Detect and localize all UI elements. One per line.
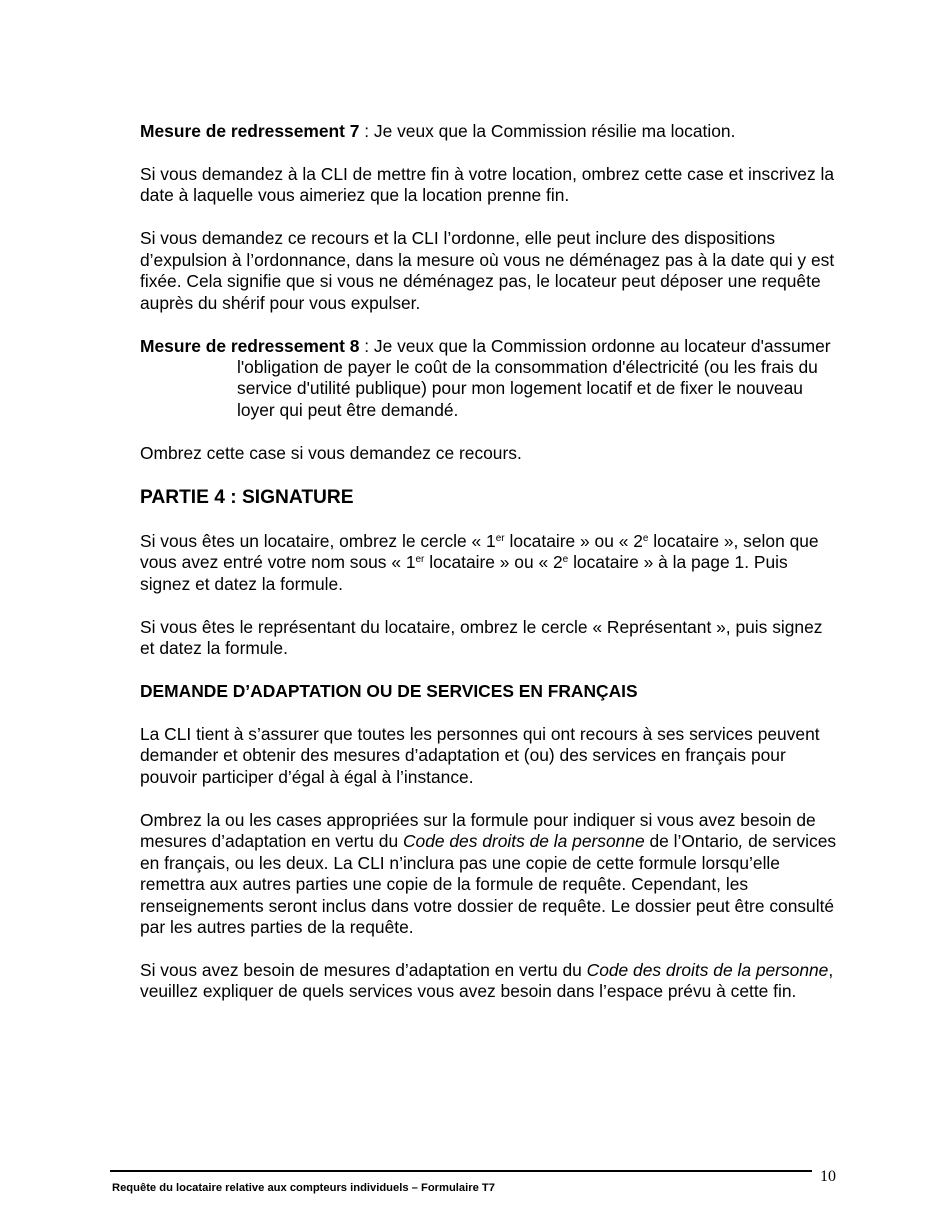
p1-sup-3: er <box>415 554 425 566</box>
p1-text-c: locataire », selon que vous avez entré votre nom sous « 1 <box>140 530 819 573</box>
document-body <box>140 121 840 1024</box>
adaptation-paragraph-3 <box>140 960 840 1003</box>
partie-4-paragraph-2: Si vous êtes le représentant du locataire, ombrez le cercle « Représentant », puis signez et datez la formule. <box>140 616 823 659</box>
p2-text-c: de services en français, ou les deux. La CLI n’inclura pas une copie de cette formule lorsqu’elle remettra aux autres parties une copie de la formule de requête. Cependant, les renseignements seront inclus dans votre dossier de requête. Le dossier peut être consulté par les autres parties de la requête. <box>140 831 837 937</box>
mesure-7-text: : Je veux que la Commission résilie ma location. <box>359 121 736 141</box>
adaptation-paragraph-1: La CLI tient à s’assurer que toutes les personnes qui ont recours à ses services peuvent demander et obtenir des mesures d’adaptation et (ou) des services en français pour pouvoir participer d’égal à égal à l’instance. <box>140 724 820 787</box>
p1-sup-4: e <box>562 554 569 566</box>
p3-text-b: , veuillez expliquer de quels services vous avez besoin dans l’espace prévu à cette fin. <box>140 959 834 1002</box>
page-number: 10 <box>820 1168 836 1185</box>
p1-text-a: Si vous êtes un locataire, ombrez le cercle « 1 <box>140 530 496 551</box>
p1-text-e: locataire » à la page 1. Puis signez et datez la formule. <box>140 552 788 594</box>
p1-sup-1: er <box>495 532 505 544</box>
footer-form-title: Requête du locataire relative aux compteurs individuels – Formulaire T7 <box>112 1182 495 1194</box>
ombrez-case-paragraph: Ombrez cette case si vous demandez ce recours. <box>140 442 522 463</box>
mesure-8-text: : Je veux que la Commission ordonne au locateur d'assumer l'obligation de payer le coût de la consommation d'électricité (ou les frais du service d'utilité publique) pour mon logement locatif et de fixer le nouveau loyer qui peut être demandé. <box>237 335 831 420</box>
p2-italic-comma: , <box>738 831 744 852</box>
p1-text-d: locataire » ou « 2 <box>424 552 563 573</box>
expulsion-paragraph: Si vous demandez ce recours et la CLI l’ordonne, elle peut inclure des dispositions d’expulsion à l’ordonnance, dans la mesure où vous ne déménagez pas à la date qui y est fixée. Cela signifie que si vous ne déménagez pas, le locateur peut déposer une requête auprès du shérif pour vous expulser. <box>140 228 835 313</box>
partie-4-paragraph-1 <box>140 531 840 595</box>
fin-location-paragraph: Si vous demandez à la CLI de mettre fin à votre location, ombrez cette case et inscrivez la date à laquelle vous aimeriez que la location prenne fin. <box>140 164 835 206</box>
p3-text-a: Si vous avez besoin de mesures d’adaptation en vertu du <box>140 959 587 980</box>
p3-italic-code: Code des droits de la personne <box>586 959 829 980</box>
p2-text-b: de l’Ontario <box>644 831 739 852</box>
p1-text-b: locataire » ou « 2 <box>504 530 643 551</box>
p2-text-a: Ombrez la ou les cases appropriées sur la formule pour indiquer si vous avez besoin de mesures d’adaptation en vertu du <box>140 809 816 852</box>
mesure-7-label: Mesure de redressement 7 <box>140 121 360 141</box>
partie-4-heading: PARTIE 4 : SIGNATURE <box>140 486 354 508</box>
mesure-7-paragraph <box>140 121 840 142</box>
footer-divider <box>110 1170 812 1172</box>
p1-sup-2: e <box>642 532 649 544</box>
mesure-8-label: Mesure de redressement 8 <box>140 335 360 356</box>
mesure-8-paragraph <box>140 336 840 422</box>
p2-italic-code: Code des droits de la personne <box>402 831 645 852</box>
adaptation-paragraph-2 <box>140 810 840 938</box>
adaptation-heading: DEMANDE D’ADAPTATION OU DE SERVICES EN FRANÇAIS <box>140 681 638 702</box>
